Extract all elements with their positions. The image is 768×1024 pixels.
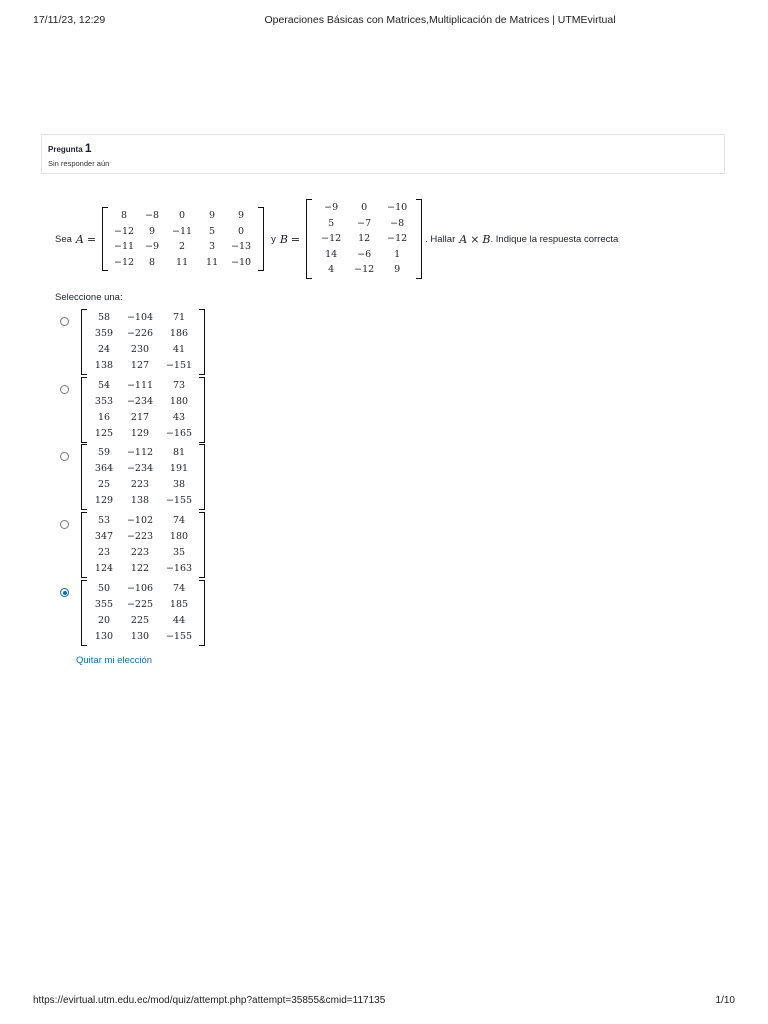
- matrix-cell: 43: [172, 412, 186, 423]
- matrix-cell: 180: [169, 396, 189, 407]
- matrix-cell: −163: [165, 563, 193, 574]
- matrix-cell: 16: [97, 412, 111, 423]
- matrix-cell: 9: [238, 210, 245, 221]
- matrix-cell: 58: [97, 312, 111, 323]
- option-matrix: [81, 377, 205, 443]
- matrix-cell: 4: [328, 264, 335, 276]
- answer-option-2[interactable]: [60, 380, 208, 443]
- matrix-cell: 53: [97, 515, 111, 526]
- matrix-cell: −6: [357, 248, 372, 260]
- matrix-cell: 359: [94, 328, 114, 339]
- matrix-cell: −7: [357, 217, 372, 229]
- matrix-cell: 24: [97, 344, 111, 355]
- matrix-cell: −12: [114, 256, 135, 268]
- stem-and-text: y: [271, 233, 276, 245]
- matrix-cell: 35: [172, 547, 186, 558]
- matrix-cell: 122: [130, 563, 150, 574]
- matrix-a-grid: [108, 207, 258, 271]
- print-page-title: Operaciones Básicas con Matrices,Multiplicación de Matrices | UTMEvirtual: [264, 14, 616, 26]
- question-info-box: [41, 134, 725, 174]
- matrix-cell: −234: [126, 463, 154, 474]
- radio-button[interactable]: [60, 588, 69, 597]
- stem-equals-a: =: [86, 232, 97, 246]
- stem-product-var-b: B: [482, 232, 491, 246]
- right-bracket: [199, 309, 205, 375]
- clear-choice-link[interactable]: Quitar mi elección: [76, 655, 153, 666]
- matrix-b-grid: [312, 199, 416, 279]
- matrix-cell: −223: [126, 531, 154, 542]
- print-header: [0, 14, 768, 30]
- matrix-cell: 9: [209, 210, 216, 221]
- matrix-cell: −11: [114, 241, 135, 252]
- matrix-cell: 185: [169, 599, 189, 610]
- option-matrix: [81, 309, 205, 375]
- matrix-cell: 0: [361, 202, 368, 214]
- stem-product-var-a: A: [459, 232, 468, 246]
- stem-equals-b: =: [290, 232, 301, 246]
- question-stem: [55, 201, 735, 277]
- right-bracket: [199, 377, 205, 443]
- matrix-cell: 355: [94, 599, 114, 610]
- matrix-cell: 3: [209, 241, 216, 252]
- matrix-cell: −155: [165, 631, 193, 642]
- matrix-cell: 20: [97, 615, 111, 626]
- matrix-cell: 12: [358, 233, 371, 245]
- matrix-cell: 11: [206, 256, 219, 268]
- matrix-cell: 11: [176, 256, 189, 268]
- option-matrix-grid: [87, 309, 199, 375]
- matrix-cell: −12: [387, 233, 408, 245]
- matrix-cell: 44: [172, 615, 186, 626]
- matrix-cell: −165: [165, 428, 193, 439]
- option-matrix: [81, 512, 205, 578]
- matrix-cell: 73: [172, 380, 186, 391]
- print-url: https://evirtual.utm.edu.ec/mod/quiz/attempt.php?attempt=35855&cmid=117135: [33, 995, 386, 1006]
- matrix-cell: 130: [94, 631, 114, 642]
- matrix-cell: 8: [149, 256, 156, 268]
- matrix-cell: −10: [231, 256, 252, 268]
- matrix-cell: −234: [126, 396, 154, 407]
- stem-instruction-text: . Indique la respuesta correcta: [490, 233, 619, 245]
- print-datetime: 17/11/23, 12:29: [33, 14, 106, 26]
- matrix-cell: 217: [130, 412, 150, 423]
- matrix-cell: 130: [130, 631, 150, 642]
- matrix-cell: −8: [390, 217, 405, 229]
- matrix-cell: −151: [165, 360, 193, 371]
- matrix-cell: 1: [394, 248, 401, 260]
- matrix-cell: 353: [94, 396, 114, 407]
- matrix-cell: −11: [172, 225, 193, 237]
- option-matrix: [81, 580, 205, 646]
- matrix-cell: 138: [94, 360, 114, 371]
- matrix-cell: 74: [172, 583, 186, 594]
- answer-option-5[interactable]: [60, 583, 208, 646]
- print-footer: [0, 995, 768, 1009]
- option-matrix: [81, 444, 205, 510]
- matrix-cell: 225: [130, 615, 150, 626]
- matrix-cell: 347: [94, 531, 114, 542]
- matrix-b: [306, 199, 422, 279]
- matrix-cell: 23: [97, 547, 111, 558]
- matrix-cell: 364: [94, 463, 114, 474]
- matrix-a: [102, 207, 264, 271]
- question-number-value: 1: [84, 141, 92, 155]
- matrix-cell: 25: [97, 479, 111, 490]
- stem-var-b: B: [279, 232, 288, 246]
- radio-button[interactable]: [60, 520, 69, 529]
- stem-times: ×: [470, 232, 480, 246]
- right-bracket: [199, 580, 205, 646]
- matrix-cell: 38: [172, 479, 186, 490]
- matrix-cell: −155: [165, 495, 193, 506]
- stem-var-a: A: [75, 232, 84, 246]
- right-bracket: [199, 444, 205, 510]
- radio-button[interactable]: [60, 317, 69, 326]
- matrix-cell: −13: [231, 241, 252, 252]
- matrix-cell: −9: [324, 202, 339, 214]
- matrix-cell: 138: [130, 495, 150, 506]
- radio-button[interactable]: [60, 452, 69, 461]
- question-number: [48, 141, 92, 155]
- matrix-cell: 54: [97, 380, 111, 391]
- matrix-cell: 129: [94, 495, 114, 506]
- matrix-cell: 125: [94, 428, 114, 439]
- matrix-cell: −12: [354, 264, 375, 276]
- matrix-cell: 2: [179, 241, 186, 252]
- radio-button[interactable]: [60, 385, 69, 394]
- matrix-cell: 191: [169, 463, 189, 474]
- right-bracket: [199, 512, 205, 578]
- matrix-cell: 0: [179, 210, 186, 221]
- matrix-cell: 129: [130, 428, 150, 439]
- matrix-cell: 59: [97, 447, 111, 458]
- matrix-cell: −225: [126, 599, 154, 610]
- option-matrix-grid: [87, 377, 199, 443]
- matrix-cell: −112: [126, 447, 154, 458]
- matrix-cell: 230: [130, 344, 150, 355]
- matrix-cell: −104: [126, 312, 154, 323]
- question-state: Sin responder aún: [48, 159, 110, 168]
- matrix-cell: −111: [126, 380, 154, 391]
- matrix-cell: 8: [121, 210, 128, 221]
- matrix-cell: −12: [321, 233, 342, 245]
- matrix-cell: 186: [169, 328, 189, 339]
- matrix-cell: 5: [209, 225, 216, 237]
- matrix-cell: 5: [328, 217, 335, 229]
- question-label: Pregunta: [48, 145, 83, 154]
- select-prompt: Seleccione una:: [55, 292, 123, 303]
- matrix-cell: 0: [238, 225, 245, 237]
- option-matrix-grid: [87, 444, 199, 510]
- matrix-cell: 223: [130, 547, 150, 558]
- matrix-cell: 81: [172, 447, 186, 458]
- matrix-cell: −10: [387, 202, 408, 214]
- matrix-cell: 9: [149, 225, 156, 237]
- answer-option-3[interactable]: [60, 447, 208, 510]
- answer-option-4[interactable]: [60, 515, 208, 578]
- matrix-cell: −106: [126, 583, 154, 594]
- matrix-cell: 127: [130, 360, 150, 371]
- answer-option-1[interactable]: [60, 312, 208, 375]
- right-bracket: [258, 207, 264, 271]
- matrix-cell: 180: [169, 531, 189, 542]
- matrix-cell: 223: [130, 479, 150, 490]
- matrix-cell: −226: [126, 328, 154, 339]
- matrix-cell: 124: [94, 563, 114, 574]
- matrix-cell: −102: [126, 515, 154, 526]
- print-page-number: 1/10: [715, 995, 735, 1006]
- matrix-cell: 71: [172, 312, 186, 323]
- matrix-cell: −8: [145, 210, 160, 221]
- matrix-cell: 9: [394, 264, 401, 276]
- matrix-cell: 74: [172, 515, 186, 526]
- matrix-cell: −9: [145, 241, 160, 252]
- matrix-cell: 50: [97, 583, 111, 594]
- stem-hallar-text: . Hallar: [425, 233, 456, 245]
- matrix-cell: −12: [114, 225, 135, 237]
- option-matrix-grid: [87, 580, 199, 646]
- option-matrix-grid: [87, 512, 199, 578]
- right-bracket: [416, 199, 422, 279]
- matrix-cell: 41: [172, 344, 186, 355]
- matrix-cell: 14: [325, 248, 338, 260]
- stem-sea-text: Sea: [55, 233, 72, 245]
